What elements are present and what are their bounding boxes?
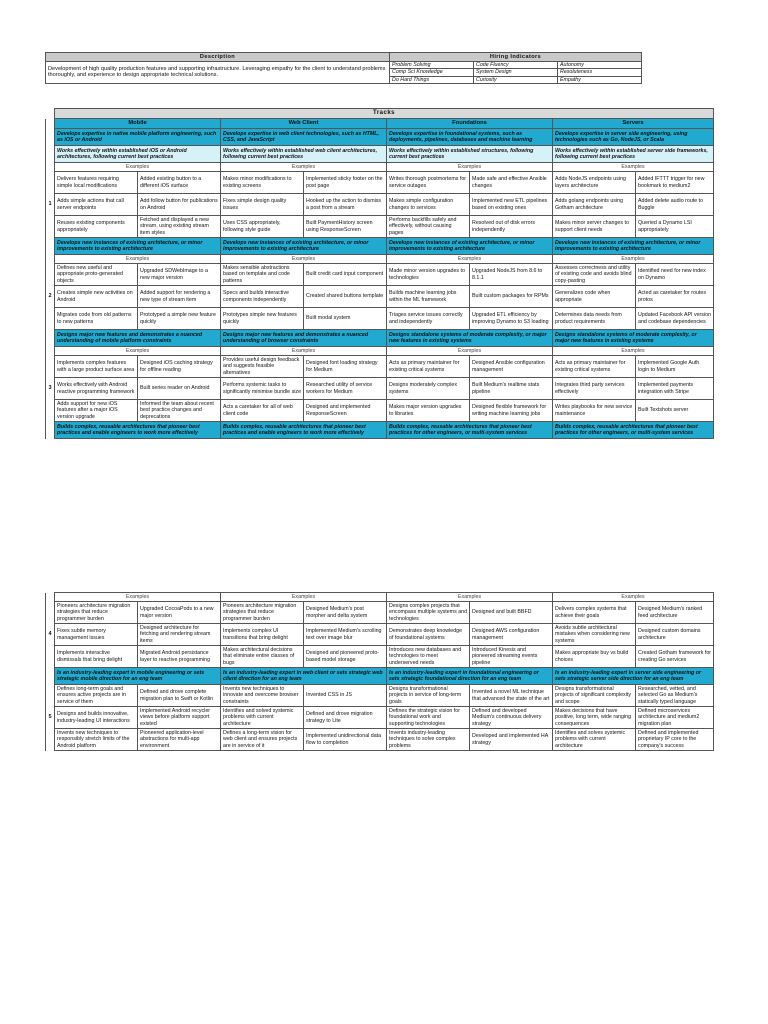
example-cell: Built Textshots server: [636, 400, 714, 422]
example-cell: Designs transformational projects of significant complexity and scope: [553, 685, 636, 707]
example-cell: Designs transformational projects in service of long-term goals: [387, 685, 470, 707]
level-summary: Designs major new features and demonstrates a nuanced understanding of browser constraints: [221, 330, 387, 347]
example-cell: Built custom packages for RPMs: [470, 286, 553, 308]
level-summary: Works effectively within established web client architectures, following current best practices: [221, 146, 387, 163]
description-table: [45, 52, 714, 84]
level-number: 5: [46, 707, 55, 729]
example-cell: Queried a Dynamo LSI appropriately: [636, 216, 714, 238]
example-cell: Delivers features requiring simple local modifications: [55, 172, 138, 194]
example-cell: Built credit card input component: [304, 264, 387, 286]
example-cell: Designs and builds innovative, industry-leading UI interactions: [55, 707, 138, 729]
level-margin: [46, 163, 55, 172]
example-cell: Makes decisions that have positive, long term, wide ranging consequences: [553, 707, 636, 729]
example-cell: Prototyped a simple new feature quickly: [138, 308, 221, 330]
example-cell: Acts as primary maintainer for existing critical systems: [387, 356, 470, 378]
example-cell: Makes sensible abstractions based on template and code patterns: [221, 264, 304, 286]
example-cell: Provides useful design feedback and suggests feasible alternatives: [221, 356, 304, 378]
example-cell: Implemented unidirectional data flow to completion: [304, 729, 387, 751]
example-cell: Triages service issues correctly and independently: [387, 308, 470, 330]
example-cell: Built modal system: [304, 308, 387, 330]
example-cell: Designed and built BBFD: [470, 602, 553, 624]
example-cell: Defines new useful and appropriate proto-generated objects: [55, 264, 138, 286]
level-margin: [46, 400, 55, 422]
level-margin: [46, 216, 55, 238]
examples-label: Examples: [55, 593, 221, 602]
example-cell: Adds NodeJS endpoints using layers architecture: [553, 172, 636, 194]
example-cell: Identifies and solved systemic problems with current architecture: [221, 707, 304, 729]
example-cell: Built PaymentHistory screen using ResponseScreen: [304, 216, 387, 238]
example-cell: Informed the team about recent best practice changes and deprecations: [138, 400, 221, 422]
example-cell: Defines a long-term vision for web client and ensures projects are in service of it: [221, 729, 304, 751]
track-mobile: Mobile: [55, 119, 221, 129]
example-cell: Integrates third party services effectively: [553, 378, 636, 400]
examples-label: Examples: [387, 593, 553, 602]
example-cell: Makes appropriate buy vs build choices: [553, 646, 636, 668]
level-number: 1: [46, 194, 55, 216]
track-web-client: Web Client: [221, 119, 387, 129]
level-margin: [46, 255, 55, 264]
example-cell: Hooked up the action to dismiss a post from a stream: [304, 194, 387, 216]
example-cell: Designs moderately complex systems: [387, 378, 470, 400]
example-cell: Pioneers architecture migration strategies that reduce programmer burden: [221, 602, 304, 624]
indicator: Autonomy: [558, 62, 642, 69]
example-cell: Designed Ansible configuration management: [470, 356, 553, 378]
example-cell: Defined and drove complete migration plan to Swift or Kotlin: [138, 685, 221, 707]
description-header: Description: [46, 53, 390, 62]
example-cell: Invented a novel ML technique that advanced the state of the art: [470, 685, 553, 707]
level-summary: Works effectively within established structures, following current best practices: [387, 146, 553, 163]
builds-servers: Builds complex, reusable architectures that pioneer best practices for other engineers, or multi-system services: [553, 422, 714, 439]
example-cell: Designed font loading strategy for Medium: [304, 356, 387, 378]
level-summary: Designs major new features and demonstrates a nuanced understanding of mobile platform constraints: [55, 330, 221, 347]
example-cell: Fetched and displayed a new stream, using existing stream item styles: [138, 216, 221, 238]
example-cell: Built Medium's realtime stats pipeline: [470, 378, 553, 400]
example-cell: Specs and builds interactive components independently: [221, 286, 304, 308]
example-cell: Implements interactive dismissals that bring delight: [55, 646, 138, 668]
example-cell: Made safe and effective Ansible changes: [470, 172, 553, 194]
indicator: System Design: [474, 69, 558, 76]
builds-foundations: Builds complex, reusable architectures that pioneer best practices for other engineers, or multi-system services: [387, 422, 553, 439]
tracks-table-continued: [45, 592, 714, 751]
example-cell: Defines long-term goals and ensures active projects are in service of them: [55, 685, 138, 707]
builds-mobile: Builds complex, reusable architectures that pioneer best practices and enable engineers to work more effectively: [55, 422, 221, 439]
level-margin: [46, 685, 55, 707]
level-summary: Works effectively within established iOS or Android architectures, following current best practices: [55, 146, 221, 163]
example-cell: Defined and drove migration strategy to Lite: [304, 707, 387, 729]
example-cell: Invents new techniques to responsibly stretch limits of the Android platform: [55, 729, 138, 751]
indicator: Do Hard Things: [390, 76, 474, 83]
develops-mobile: Develops expertise in native mobile platform engineering, such as iOS or Android: [55, 129, 221, 146]
example-cell: Developed and implemented HA strategy: [470, 729, 553, 751]
level-summary: Develops new instances of existing architecture, or minor improvements to existing architecture: [553, 238, 714, 255]
indicator: Comp Sci Knowledge: [390, 69, 474, 76]
example-cell: Makes simple configuration changes to services: [387, 194, 470, 216]
example-cell: Updated Facebook API version and codebase dependencies: [636, 308, 714, 330]
examples-label: Examples: [221, 347, 387, 356]
example-cell: Defines the strategic vision for foundational work and supporting technologies: [387, 707, 470, 729]
example-cell: Defined and implemented proprietary IP core to the company's success: [636, 729, 714, 751]
examples-label: Examples: [387, 163, 553, 172]
example-cell: Upgraded NodeJS from 8.6 to 8.1.1: [470, 264, 553, 286]
indicator: Resoluteness: [558, 69, 642, 76]
example-cell: Designed architecture for fetching and rendering stream items: [138, 624, 221, 646]
example-cell: Invents industry-leading techniques to solve complex problems: [387, 729, 470, 751]
level-margin: [46, 330, 55, 347]
example-cell: Designed and implemented ResponseScreen: [304, 400, 387, 422]
examples-label: Examples: [221, 255, 387, 264]
example-cell: Fixes subtle memory management issues: [55, 624, 138, 646]
example-cell: Pioneers architecture migration strategies that reduce programmer burden: [55, 602, 138, 624]
example-cell: Identifies and solves systemic problems with current architecture: [553, 729, 636, 751]
level-summary: Designs standalone systems of moderate complexity, or major new features in existing systems: [387, 330, 553, 347]
example-cell: Designed Medium's ranked feed architecture: [636, 602, 714, 624]
tracks-title: Tracks: [55, 109, 714, 119]
example-cell: Added support for rendering a new type of stream item: [138, 286, 221, 308]
level-margin: [46, 356, 55, 378]
example-cell: Creates simple new activities on Android: [55, 286, 138, 308]
example-cell: Avoids subtle architectural mistakes when considering new systems: [553, 624, 636, 646]
example-cell: Implemented new ETL pipelines based on existing ones: [470, 194, 553, 216]
examples-label: Examples: [221, 593, 387, 602]
indicator: Empathy: [558, 76, 642, 83]
level-summary: Develops new instances of existing architecture, or minor improvements to existing architecture: [221, 238, 387, 255]
example-cell: Designed flexible framework for writing machine learning jobs: [470, 400, 553, 422]
example-cell: Reuses existing components appropriately: [55, 216, 138, 238]
example-cell: Implemented payments integration with Stripe: [636, 378, 714, 400]
example-cell: Works effectively with Android reactive programming framework: [55, 378, 138, 400]
example-cell: Designed custom domains architecture: [636, 624, 714, 646]
level-margin: [46, 602, 55, 624]
example-cell: Adds support for new iOS features after a major iOS version upgrade: [55, 400, 138, 422]
example-cell: Uses CSS appropriately, following style guide: [221, 216, 304, 238]
example-cell: Designed Medium's post morpher and delta system: [304, 602, 387, 624]
indicator: Problem Solving: [390, 62, 474, 69]
example-cell: Adds simple actions that call server endpoints: [55, 194, 138, 216]
level-margin: [46, 646, 55, 668]
example-cell: Resolved out of disk errors independently: [470, 216, 553, 238]
level-margin: [46, 264, 55, 286]
example-cell: Fixes simple design quality issues: [221, 194, 304, 216]
example-cell: Acts as primary maintainer for existing critical systems: [553, 356, 636, 378]
example-cell: Defined and developed Medium's continuous delivery strategy: [470, 707, 553, 729]
example-cell: Builds machine learning jobs within the ML framework: [387, 286, 470, 308]
example-cell: Added existing button to a different iOS surface: [138, 172, 221, 194]
level-margin: [46, 146, 55, 163]
develops-servers: Develops expertise in server side engineering, using technologies such as Go, NodeJS, or Scala: [553, 129, 714, 146]
example-cell: Implements complex features with a large product surface area: [55, 356, 138, 378]
develops-foundations: Develops expertise in foundational systems, such as deployments, pipelines, databases and machine learning: [387, 129, 553, 146]
level-summary: Develops new instances of existing architecture, or minor improvements to existing architecture: [387, 238, 553, 255]
example-cell: Performs systemic tasks to significantly minimise bundle size: [221, 378, 304, 400]
description-text: Development of high quality production features and supporting infrastructure. Leveraging empathy for the client to understand problems thoroughly, and experience to design appropriate technical solutions.: [46, 62, 390, 84]
example-cell: Upgraded ETL efficiency by improving Dynamo to S3 loading: [470, 308, 553, 330]
hiring-indicators-header: Hiring Indicators: [390, 53, 642, 62]
examples-label: Examples: [553, 255, 714, 264]
level-summary: Works effectively within established server side frameworks, following current best practices: [553, 146, 714, 163]
track-servers: Servers: [553, 119, 714, 129]
example-cell: Makes architectural decisions that eliminate entire classes of bugs: [221, 646, 304, 668]
example-cell: Migrated Android persistance layer to reactive programming: [138, 646, 221, 668]
examples-label: Examples: [55, 163, 221, 172]
example-cell: Assesses correctness and utility of existing code and avoids blind copy-pasting: [553, 264, 636, 286]
example-cell: Writes thorough postmortems for service outages: [387, 172, 470, 194]
level-number: 2: [46, 286, 55, 308]
example-cell: Migrates code from old patterns to new patterns: [55, 308, 138, 330]
example-cell: Invented CSS in JS: [304, 685, 387, 707]
level-margin: [46, 593, 55, 602]
expert-mobile: Is an industry-leading expert in mobile engineering or sets strategic mobile direction for an eng team: [55, 668, 221, 685]
example-cell: Created Gotham framework for creating Go services: [636, 646, 714, 668]
example-cell: Adds golang endpoints using Gotham architecture: [553, 194, 636, 216]
example-cell: Designed AWS configuration management: [470, 624, 553, 646]
example-cell: Introduces new databases and technologies to meet underserved needs: [387, 646, 470, 668]
example-cell: Implemented sticky footer on the post page: [304, 172, 387, 194]
example-cell: Designs complex projects that encompass multiple systems and technologies: [387, 602, 470, 624]
example-cell: Generalizes code when appropriate: [553, 286, 636, 308]
expert-servers: Is an industry-leading expert in server side engineering or sets strategic server side direction for an eng team: [553, 668, 714, 685]
indicator: Curiosity: [474, 76, 558, 83]
example-cell: Acted as caretaker for routes protos: [636, 286, 714, 308]
example-cell: Delivers complex systems that achieve their goals: [553, 602, 636, 624]
example-cell: Built series reader on Android: [138, 378, 221, 400]
example-cell: Identified need for new index on Dynamo: [636, 264, 714, 286]
level-summary: Designs standalone systems of moderate complexity, or major new features in existing systems: [553, 330, 714, 347]
example-cell: Prototypes simple new features quickly: [221, 308, 304, 330]
example-cell: Acts a caretaker for all of web client code: [221, 400, 304, 422]
example-cell: Implemented Google Auth login to Medium: [636, 356, 714, 378]
example-cell: Made minor version upgrades to technologies: [387, 264, 470, 286]
examples-label: Examples: [221, 163, 387, 172]
track-foundations: Foundations: [387, 119, 553, 129]
level-margin: [46, 172, 55, 194]
develops-web-client: Develops expertise in web client technologies, such as HTML, CSS, and JavaScript: [221, 129, 387, 146]
example-cell: Defined microservices architecture and medium2 migration plan: [636, 707, 714, 729]
examples-label: Examples: [387, 255, 553, 264]
example-cell: Implemented Medium's scrolling text over image blur: [304, 624, 387, 646]
examples-label: Examples: [55, 347, 221, 356]
level-margin: [46, 238, 55, 255]
example-cell: Writes playbooks for new service maintenance: [553, 400, 636, 422]
example-cell: Researched utility of service workers for Medium: [304, 378, 387, 400]
example-cell: Implemented Android recycler views before platform support existed: [138, 707, 221, 729]
examples-label: Examples: [553, 347, 714, 356]
level-margin: [46, 729, 55, 751]
example-cell: Makes minor modifications to existing screens: [221, 172, 304, 194]
example-cell: Add follow button for publications on Android: [138, 194, 221, 216]
example-cell: Implements complex UI transitions that bring delight: [221, 624, 304, 646]
level-summary: Develops new instances of existing architecture, or minor improvements to existing architecture: [55, 238, 221, 255]
level-margin: [46, 308, 55, 330]
example-cell: Added IFTTT trigger for new bookmark to medium2: [636, 172, 714, 194]
examples-label: Examples: [553, 593, 714, 602]
example-cell: Added delete audio route to Buggle: [636, 194, 714, 216]
level-number: 3: [46, 378, 55, 400]
example-cell: Pioneered application-level abstractions for multi-app environment: [138, 729, 221, 751]
expert-web-client: Is an industry-leading expert in web client or sets strategic web client direction for an eng team: [221, 668, 387, 685]
example-cell: Created shared buttons template: [304, 286, 387, 308]
level-number: 4: [46, 624, 55, 646]
expert-foundations: Is an industry-leading expert in foundational engineering or sets strategic foundational direction for an eng team: [387, 668, 553, 685]
example-cell: Invents new techniques to innovate and overcome browser constraints: [221, 685, 304, 707]
example-cell: Makes minor server changes to support client needs: [553, 216, 636, 238]
example-cell: Upgraded SDWebImage to a new major version: [138, 264, 221, 286]
example-cell: Determines data needs from product requirements: [553, 308, 636, 330]
examples-label: Examples: [55, 255, 221, 264]
example-cell: Designed iOS caching strategy for offline reading: [138, 356, 221, 378]
example-cell: Makes major version upgrades to libraries: [387, 400, 470, 422]
example-cell: Researched, vetted, and selected Go as Medium's statically typed language: [636, 685, 714, 707]
example-cell: Designed and pioneered proto-based model storage: [304, 646, 387, 668]
tracks-table: [45, 108, 714, 439]
level-margin: [46, 347, 55, 356]
example-cell: Performs backfills safely and effectively, without causing pages: [387, 216, 470, 238]
example-cell: Upgraded CocoaPods to a new major version: [138, 602, 221, 624]
builds-web-client: Builds complex, reusable architectures that pioneer best practices and enable engineers to work more effectively: [221, 422, 387, 439]
example-cell: Demonstrates deep knowledge of foundational systems: [387, 624, 470, 646]
examples-label: Examples: [553, 163, 714, 172]
example-cell: Introduced Kinesis and pioneered streaming events pipeline: [470, 646, 553, 668]
indicator: Code Fluency: [474, 62, 558, 69]
examples-label: Examples: [387, 347, 553, 356]
